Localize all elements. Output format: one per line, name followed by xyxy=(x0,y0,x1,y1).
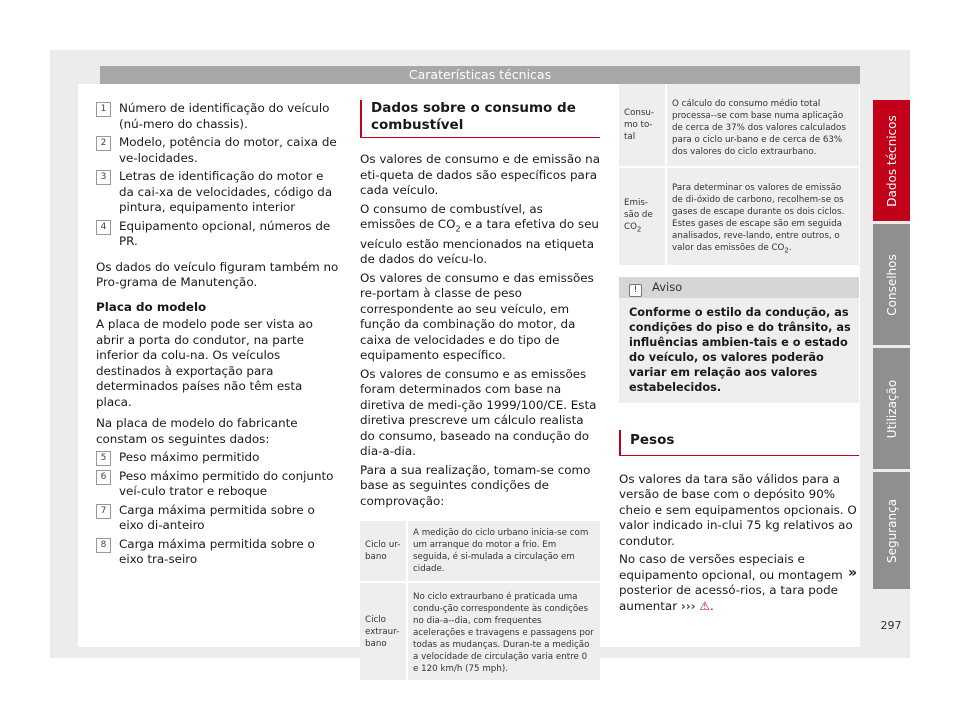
paragraph: Na placa de modelo do fabricante constam os seguintes dados: xyxy=(96,416,298,446)
table-cell-value xyxy=(666,167,859,265)
chapter-header: Caraterísticas técnicas xyxy=(100,66,860,84)
subheading-model-plate: Placa do modelo xyxy=(96,299,207,314)
paragraph: Para a sua realização, tomam-se como base as seguintes condições de comprovação: xyxy=(360,462,591,508)
section-title-consumption: Dados sobre o consumo de combustível xyxy=(360,100,600,138)
test-conditions-table xyxy=(360,521,600,680)
column-left xyxy=(96,101,341,568)
table-row xyxy=(619,167,859,265)
table-cell-key: Ciclo ur-bano xyxy=(365,540,401,563)
continue-arrow-icon: » xyxy=(847,565,857,582)
text: Emis-são de CO xyxy=(624,198,653,232)
list-item-text: Número de identificação do veículo (nú-mero do chassis). xyxy=(119,101,330,131)
list-item-text: Modelo, potência do motor, caixa de ve-locidades. xyxy=(119,135,337,165)
warning-header xyxy=(619,277,859,298)
column-middle xyxy=(360,100,600,680)
item-number: 6 xyxy=(96,470,111,485)
table-cell-value: No ciclo extraurbano é praticada uma condu-ção correspondente às condições no dia-a--dia, com frequentes acelerações e travagens e passagens por todas as mudanças. Duran-te a medição a velocidade de circulação varia entre 0 e 120 km/h (75 mph). xyxy=(407,582,600,680)
text: Para determinar os valores de emissão de di-óxido de carbono, recolhem-se os gases de escape durante os dois ciclos. Estes gases de escape são em seguida analisados, reve-lando, entre outros, o valor das emissões de CO xyxy=(672,183,845,253)
list-item xyxy=(96,469,341,500)
list-item-text: Carga máxima permitida sobre o eixo di-anteiro xyxy=(119,502,315,532)
column-right xyxy=(619,84,859,614)
item-number: 7 xyxy=(96,504,111,519)
warning-text: Conforme o estilo da condução, as condições do piso e do trânsito, as influências ambien-tais e o estado do veículo, os valores poderão variar em relação aos valores estabelecidos. xyxy=(629,305,851,394)
side-tab-label: Utilização xyxy=(884,379,899,438)
list-item xyxy=(96,101,341,132)
list-item-text: Letras de identificação do motor e da cai-xa de velocidades, código da pintura, equipamento interior xyxy=(119,169,333,214)
table-cell-key: Consu-mo to-tal xyxy=(624,108,655,142)
text: O consumo de combustível, as emissões de CO xyxy=(360,201,543,231)
item-number: 1 xyxy=(96,102,111,117)
paragraph xyxy=(619,552,859,614)
table-cell-key: Ciclo extraur-bano xyxy=(360,582,407,680)
table-row xyxy=(360,521,600,582)
section-title-weights: Pesos xyxy=(619,430,859,456)
list-item-text: Peso máximo permitido xyxy=(119,450,260,464)
text: . xyxy=(710,598,714,613)
item-number: 2 xyxy=(96,136,111,151)
side-tab-advice[interactable] xyxy=(873,224,910,345)
paragraph: A placa de modelo pode ser vista ao abrir a porta do condutor, na parte inferior da colu-na. Os veículos destinados à exportação para determinados países não têm esta placa. xyxy=(96,317,313,409)
paragraph: Os valores de consumo e de emissão na eti-queta de dados são específicos para cada veículo. xyxy=(360,152,601,197)
paragraph: Os valores de consumo e das emissões re-portam à classe de peso correspondente ao seu veículo, em função da combinação do motor, da caixa de velocidades e do tipo de equipamento específico. xyxy=(360,270,594,363)
list-item-text: Carga máxima permitida sobre o eixo tra-seiro xyxy=(119,536,315,566)
page-content xyxy=(78,84,860,675)
paragraph xyxy=(360,202,600,268)
list-item-text: Equipamento opcional, números de PR. xyxy=(119,218,331,248)
item-number: 5 xyxy=(96,451,111,466)
text: . xyxy=(788,243,792,253)
item-number: 4 xyxy=(96,220,111,235)
side-tab-label: Conselhos xyxy=(884,253,899,316)
paragraph: Os valores de consumo e as emissões foram determinados com base na diretiva de medi-ção 1999/100/CE. Esta diretiva prescreve um cálculo realista do consumo, baseado na condução do dia-a-dia. xyxy=(360,366,597,459)
item-number: 3 xyxy=(96,170,111,185)
side-tab-label: Dados técnicos xyxy=(884,114,899,207)
side-tab-label: Segurança xyxy=(884,498,899,563)
list-item xyxy=(96,537,341,568)
list-item xyxy=(96,169,341,216)
consumption-table-continued xyxy=(619,84,859,265)
subscript: 2 xyxy=(784,246,789,255)
warning-box xyxy=(619,277,859,403)
cross-reference-arrows[interactable]: ››› xyxy=(680,598,696,613)
list-item xyxy=(96,219,341,250)
table-row xyxy=(360,582,600,680)
side-tab-operation[interactable] xyxy=(873,348,910,469)
warning-icon: ! xyxy=(629,284,642,297)
side-tab-safety[interactable] xyxy=(873,472,910,589)
warning-triangle-icon[interactable]: ⚠ xyxy=(699,598,711,613)
paragraph: Os dados do veículo figuram também no Pro-grama de Manutenção. xyxy=(96,259,339,289)
list-item xyxy=(96,503,341,534)
page-number: 297 xyxy=(880,619,902,632)
list-item xyxy=(96,135,341,166)
list-item-text: Peso máximo permitido do conjunto veí-culo trator e reboque xyxy=(119,468,334,498)
side-tab-technical-data[interactable] xyxy=(873,100,910,221)
table-cell-value: A medição do ciclo urbano inicia-se com um arranque do motor a frio. Em seguida, é si-mulada a circulação em cidade. xyxy=(407,521,600,582)
warning-title: Aviso xyxy=(652,279,683,294)
list-item xyxy=(96,450,341,466)
paragraph: Os valores da tara são válidos para a versão de base com o depósito 90% cheio e sem equipamentos opcionais. O valor indicado in-clui 75 kg relativos ao condutor. xyxy=(619,471,857,548)
subscript: 2 xyxy=(636,225,642,234)
subscript: 2 xyxy=(455,224,461,234)
text: e a tara efetiva do seu veículo estão mencionados na etiqueta de dados do veícu-lo. xyxy=(360,217,599,267)
table-cell-key xyxy=(619,167,666,265)
item-number: 8 xyxy=(96,538,111,553)
table-cell-value: O cálculo do consumo médio total processa--se com base numa aplicação de cerca de 37% dos valores calculados para o ciclo ur-bano e de cerca de 63% dos valores do ciclo extraurbano. xyxy=(666,84,859,167)
text: No caso de versões especiais e equipamento opcional, ou montagem posterior de acessó-rios, a tara pode aumentar xyxy=(619,552,843,613)
table-row xyxy=(619,84,859,167)
